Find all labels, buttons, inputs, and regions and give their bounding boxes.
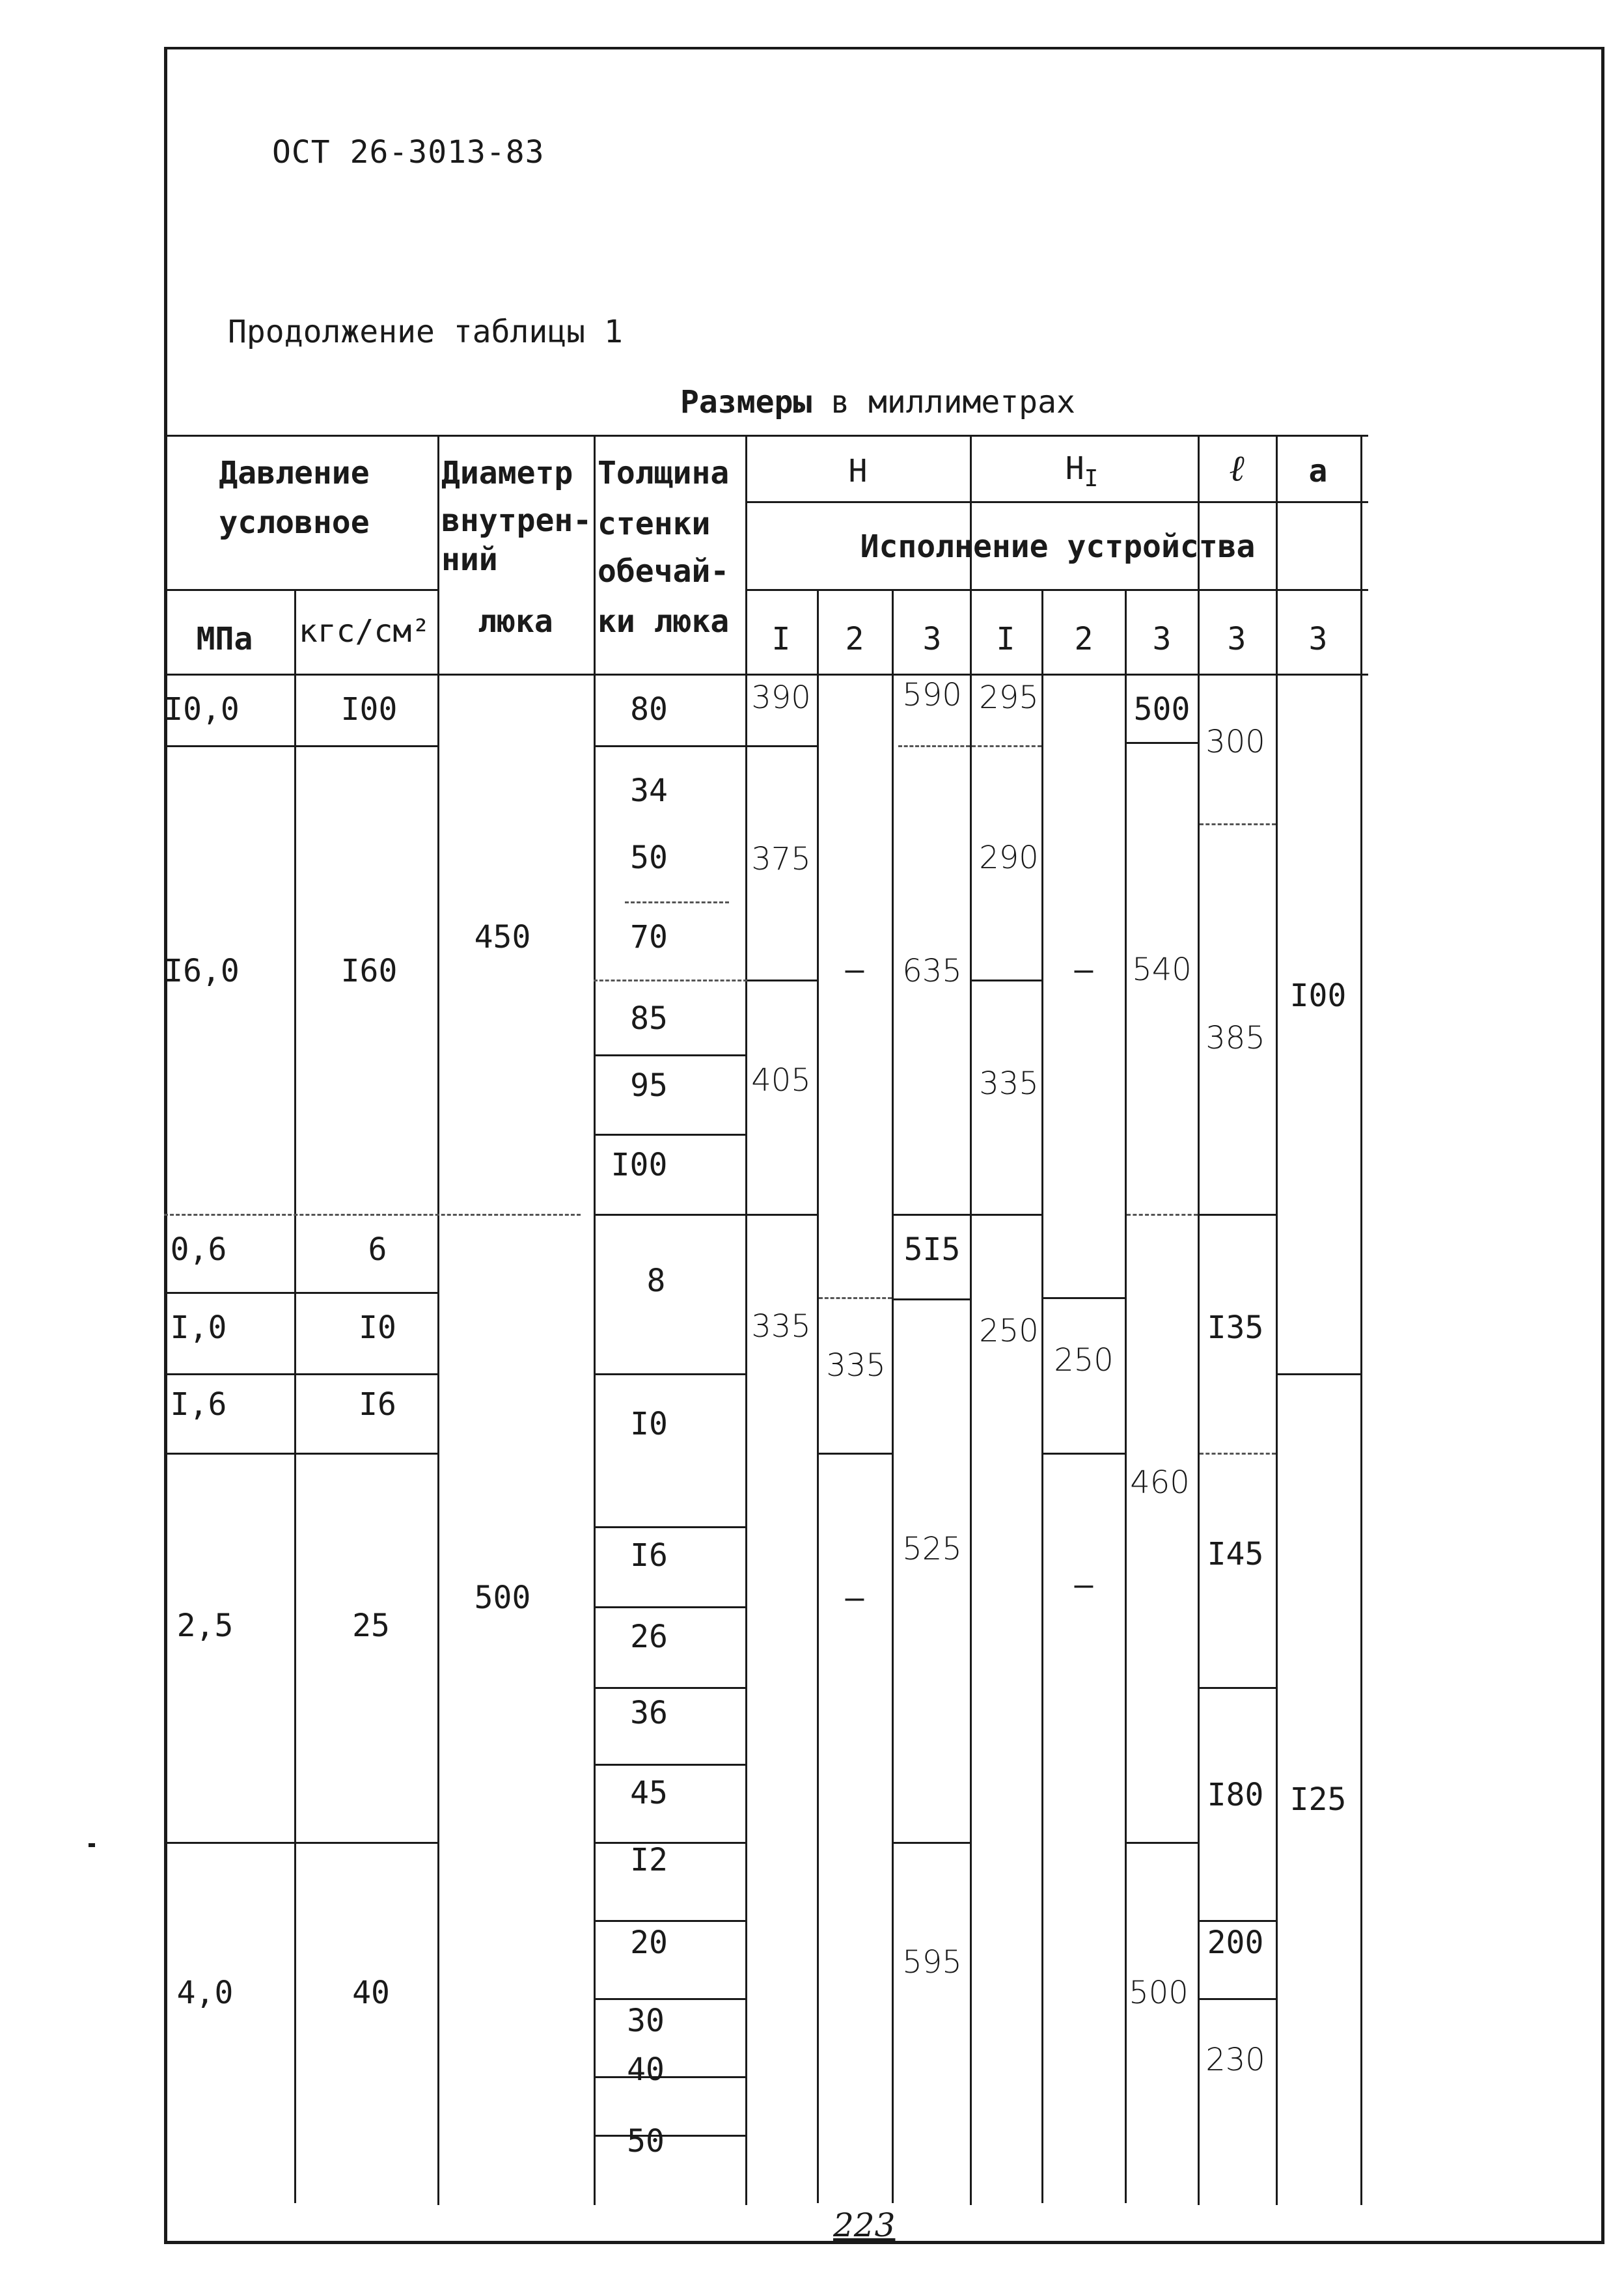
row-line-p4	[164, 1373, 437, 1375]
header-exec-H-1: I	[771, 621, 791, 657]
cell-thickness: I2	[630, 1842, 668, 1878]
cell-thickness: 95	[630, 1067, 668, 1104]
header-exec-H1-1: I	[996, 621, 1015, 657]
cell-H1-exec3: 500	[1133, 691, 1190, 728]
row-line-ld	[1200, 1687, 1276, 1689]
cell-H-exec3: 595	[902, 1944, 962, 1981]
cell-mpa: 4,0	[176, 1975, 234, 2011]
row-line-lf	[1200, 1998, 1276, 2000]
header-a: а	[1308, 453, 1328, 489]
cell-thickness: 26	[630, 1619, 668, 1655]
cell-l: 300	[1205, 724, 1265, 760]
cell-thickness: 36	[630, 1695, 668, 1731]
cell-thickness: 50	[627, 2123, 665, 2159]
cell-H-exec3: 635	[902, 953, 962, 989]
units-rest: в миллиметрах	[812, 384, 1075, 420]
cell-mpa: I,0	[170, 1309, 227, 1346]
cell-thickness: I00	[611, 1147, 668, 1183]
row-line-h1c	[747, 1214, 819, 1216]
cell-H1-exec2: 250	[1054, 1342, 1114, 1378]
cell-H-exec1: 390	[751, 679, 811, 716]
row-dash-t3	[594, 980, 747, 981]
cell-kgf: 25	[352, 1608, 390, 1644]
cell-thickness: 40	[627, 2051, 665, 2088]
header-H1-letter: Н	[1065, 450, 1084, 487]
cell-H1-exec3: 500	[1129, 1975, 1189, 2011]
header-exec-a-3: 3	[1308, 621, 1328, 657]
row-line-t8	[594, 1526, 747, 1528]
col-line-H-H1	[970, 435, 972, 2205]
row-line-h1a	[747, 745, 819, 747]
row-dash-h3a	[898, 745, 970, 747]
row-line-t7	[594, 1373, 747, 1375]
cell-thickness: 34	[630, 773, 668, 809]
row-line-p5	[164, 1453, 437, 1455]
row-line-t4	[594, 1054, 747, 1056]
header-bottom-border	[164, 674, 1368, 676]
cell-kgf: I6	[359, 1386, 396, 1423]
header-row-line-1	[747, 501, 1368, 503]
cell-mpa: 2,5	[176, 1608, 234, 1644]
header-units-line	[164, 589, 437, 591]
row-line-h12a	[1043, 1297, 1125, 1299]
cell-kgf: 6	[368, 1231, 387, 1268]
row-dash-la	[1200, 823, 1276, 825]
row-line-t1	[594, 745, 747, 747]
row-line-p1	[164, 745, 437, 747]
table-top-border	[164, 435, 1368, 437]
cell-H-exec1: 405	[751, 1062, 811, 1099]
header-thickness-line4: ки люка	[598, 603, 730, 640]
header-exec-H1-2: 2	[1074, 621, 1094, 657]
header-H1-subscript: I	[1084, 465, 1099, 492]
cell-H1-exec3: 540	[1132, 952, 1192, 988]
header-exec-l-3: 3	[1227, 621, 1246, 657]
cell-thickness: 85	[630, 1000, 668, 1037]
row-line-h3c	[894, 1298, 970, 1300]
row-dash-h2a	[819, 1297, 892, 1299]
header-thickness-line3: обечай-	[598, 553, 730, 590]
cell-H-exec2: —	[845, 952, 864, 988]
header-thickness-line2: стенки	[598, 506, 711, 542]
col-line-diam-thick	[594, 435, 596, 2205]
header-diameter-line1: Диаметр	[441, 455, 573, 491]
header-kgf: кгс/см²	[298, 613, 431, 650]
cell-H-exec2: —	[845, 1580, 864, 1616]
cell-H-exec3: 525	[902, 1531, 962, 1567]
header-diameter-line3: ний	[441, 542, 498, 578]
cell-H-exec1: 335	[751, 1308, 811, 1345]
row-line-le	[1200, 1920, 1276, 1922]
cell-H1-exec1: 290	[979, 840, 1039, 876]
header-H: Н	[848, 453, 868, 489]
row-line-h11b	[972, 980, 1041, 981]
col-line-l-a	[1276, 435, 1278, 2205]
header-pressure-line2: условное	[219, 504, 370, 541]
header-H1	[1066, 450, 1099, 492]
cell-l: 200	[1207, 1925, 1264, 1961]
row-line-h3d	[894, 1842, 970, 1844]
cell-thickness: 45	[630, 1775, 668, 1811]
row-dash-lc	[1200, 1453, 1276, 1455]
row-line-h3b	[894, 1214, 970, 1216]
stray-mark	[89, 1843, 95, 1847]
row-line-h12b	[1043, 1453, 1125, 1455]
document-code: ОСТ 26-3013-83	[272, 134, 545, 171]
row-line-t16	[594, 2135, 747, 2137]
header-pressure-line1: Давление	[219, 455, 370, 491]
col-line-right	[1360, 435, 1362, 2205]
cell-l: I35	[1207, 1309, 1264, 1346]
col-line-pressure-diam	[437, 435, 439, 2205]
cell-l: 385	[1205, 1020, 1265, 1056]
row-line-h13a	[1127, 742, 1198, 744]
cell-a: I00	[1289, 978, 1347, 1014]
col-line-H12-H13	[1125, 589, 1127, 2203]
cell-l: I80	[1207, 1777, 1264, 1813]
cell-H-exec2: 335	[826, 1347, 886, 1384]
col-line-thick-H	[745, 435, 747, 2205]
cell-l: I45	[1207, 1536, 1264, 1572]
cell-diameter: 450	[474, 919, 531, 955]
row-line-aa	[1278, 1373, 1360, 1375]
row-line-t15	[594, 2076, 747, 2078]
header-exec-H-3: 3	[922, 621, 942, 657]
cell-thickness: 8	[646, 1263, 666, 1299]
cell-thickness: I0	[630, 1406, 668, 1442]
cell-H1-exec1: 295	[979, 679, 1039, 716]
cell-mpa: 0,6	[170, 1231, 227, 1268]
units-caption	[680, 384, 1075, 420]
row-line-h11c	[972, 1214, 1041, 1216]
row-dash-450-500	[164, 1214, 581, 1216]
page-number: 223	[833, 2206, 896, 2244]
cell-thickness: 70	[630, 919, 668, 955]
cell-H-exec3: 5I5	[903, 1231, 961, 1268]
cell-a: I25	[1289, 1781, 1347, 1818]
cell-kgf: I0	[359, 1309, 396, 1346]
cell-diameter: 500	[474, 1580, 531, 1616]
col-line-H1-H2	[817, 589, 819, 2203]
row-dash-h11a	[972, 745, 1041, 747]
page-frame	[164, 47, 1604, 2244]
row-dash-h13b	[1127, 1214, 1198, 1216]
cell-thickness: I6	[630, 1537, 668, 1574]
header-l: ℓ	[1229, 447, 1245, 490]
row-line-t9	[594, 1606, 747, 1608]
cell-l: 230	[1205, 2042, 1265, 2078]
cell-kgf: I00	[340, 691, 398, 728]
cell-H1-exec2: —	[1074, 952, 1094, 988]
header-thickness-line1: Толщина	[598, 455, 730, 491]
cell-H1-exec3: 460	[1130, 1464, 1190, 1501]
row-line-t5	[594, 1134, 747, 1136]
row-line-t10	[594, 1687, 747, 1689]
cell-H1-exec1: 335	[979, 1065, 1039, 1102]
cell-thickness: 30	[627, 2003, 665, 2039]
header-exec-H1-3: 3	[1152, 621, 1172, 657]
row-dash-t2	[625, 901, 729, 903]
table-continuation-caption: Продолжение таблицы 1	[228, 314, 623, 350]
row-line-t14	[594, 1998, 747, 2000]
row-line-p6	[164, 1842, 437, 1844]
row-line-t11	[594, 1764, 747, 1766]
cell-thickness: 20	[630, 1925, 668, 1961]
header-exec-H-2: 2	[845, 621, 864, 657]
row-line-h13c	[1127, 1842, 1198, 1844]
col-line-H2-H3	[892, 589, 894, 2203]
cell-H1-exec1: 250	[979, 1313, 1039, 1349]
header-diameter-line2: внутрен-	[441, 502, 592, 539]
cell-H-exec1: 375	[751, 841, 811, 877]
col-line-mpa-kgf	[294, 589, 296, 2203]
units-prefix: Размеры	[680, 384, 812, 420]
cell-mpa: I,6	[170, 1386, 227, 1423]
col-line-H11-H12	[1041, 589, 1043, 2203]
row-line-h1b	[747, 980, 819, 981]
row-line-p3	[164, 1292, 437, 1294]
row-line-lb	[1200, 1214, 1276, 1216]
cell-kgf: I60	[340, 953, 398, 989]
col-line-H1-l	[1198, 435, 1200, 2205]
cell-thickness: 80	[630, 691, 668, 728]
row-line-t12	[594, 1842, 747, 1844]
cell-kgf: 40	[352, 1975, 390, 2011]
header-execution: Исполнение устройства	[860, 528, 1256, 565]
header-mpa: МПа	[196, 621, 253, 657]
header-diameter-line4: люка	[478, 603, 553, 640]
cell-H1-exec2: —	[1074, 1567, 1094, 1603]
header-row-line-2	[747, 589, 1368, 591]
cell-H-exec3: 590	[902, 677, 962, 713]
row-line-t13	[594, 1920, 747, 1922]
cell-mpa: I6,0	[164, 953, 240, 989]
cell-thickness: 50	[630, 840, 668, 876]
cell-mpa: I0,0	[164, 691, 240, 728]
row-line-h2b	[819, 1453, 892, 1455]
row-line-t6	[594, 1214, 747, 1216]
